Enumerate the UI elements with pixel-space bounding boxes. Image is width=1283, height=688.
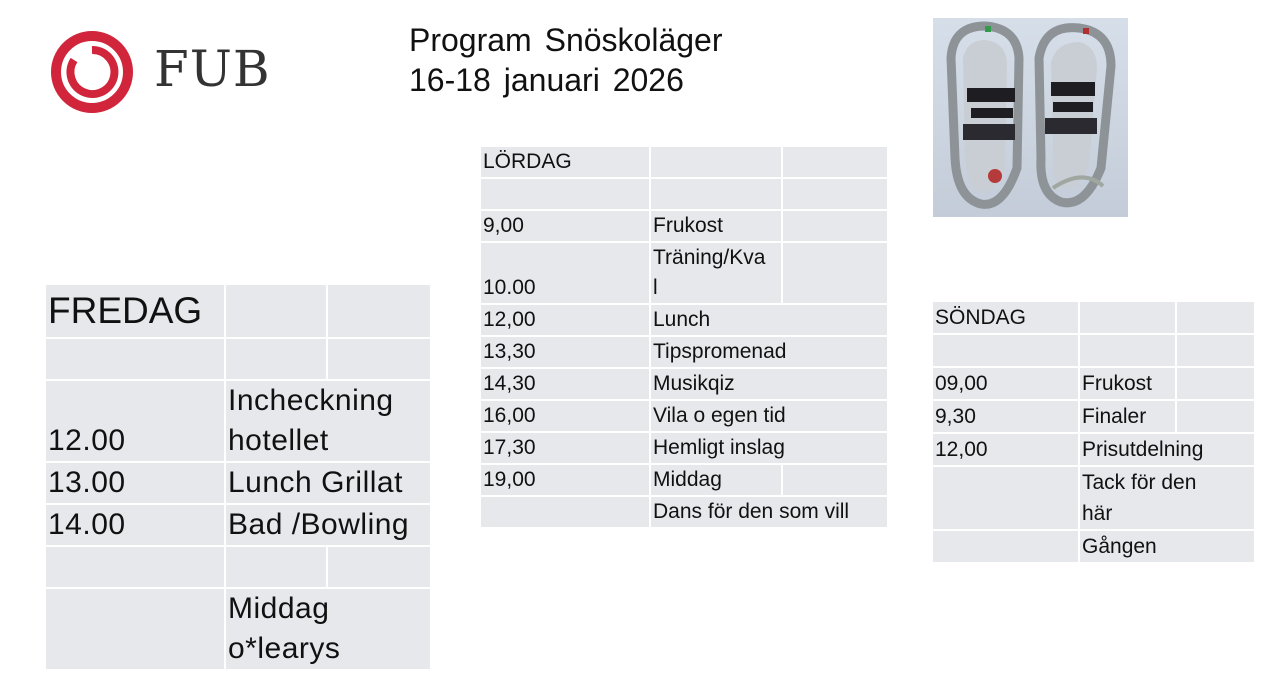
- activity-cell: Hemligt inslag: [651, 433, 887, 465]
- activity-cell: Gången: [1080, 531, 1254, 564]
- time-cell: 13.00: [46, 463, 226, 505]
- time-cell: [481, 497, 651, 529]
- activity-cell: Tipspromenad: [651, 337, 887, 369]
- page-title: [409, 20, 722, 100]
- table-row: [481, 243, 887, 305]
- time-cell: 16,00: [481, 401, 651, 433]
- time-cell: 12,00: [481, 305, 651, 337]
- table-row: [481, 211, 887, 243]
- time-cell: 12.00: [46, 381, 226, 463]
- table-row: [933, 368, 1254, 401]
- activity-cell: Incheckning hotellet: [226, 381, 430, 463]
- table-row: [481, 147, 887, 179]
- activity-cell: Lunch Grillat: [226, 463, 430, 505]
- time-cell: 09,00: [933, 368, 1080, 401]
- activity-cell: Frukost: [651, 211, 783, 243]
- activity-cell: Vila o egen tid: [651, 401, 887, 433]
- table-row: [933, 401, 1254, 434]
- table-row: [46, 381, 430, 463]
- lordag-heading: LÖRDAG: [481, 147, 651, 179]
- snowshoes-photo: [933, 18, 1128, 217]
- table-row: [933, 467, 1254, 531]
- activity-cell: Dans för den som vill: [651, 497, 887, 529]
- activity-cell: Prisutdelning: [1080, 434, 1254, 467]
- title-line-2: 16-18 januari 2026: [409, 62, 684, 98]
- time-cell: [933, 467, 1080, 531]
- time-cell: [933, 531, 1080, 564]
- fub-ring-logo-icon: [50, 30, 134, 114]
- fredag-table: [46, 285, 430, 671]
- activity-cell: Musikqiz: [651, 369, 887, 401]
- time-cell: 9,00: [481, 211, 651, 243]
- activity-cell: Tack för den här: [1080, 467, 1254, 531]
- sondag-table: [933, 302, 1254, 564]
- activity-cell: Finaler: [1080, 401, 1177, 434]
- table-row: [481, 433, 887, 465]
- table-row: [481, 497, 887, 529]
- table-row: [46, 547, 430, 589]
- time-cell: 19,00: [481, 465, 651, 497]
- time-cell: 14.00: [46, 505, 226, 547]
- title-line-1: Program Snöskoläger: [409, 22, 723, 58]
- fub-logo: [50, 30, 270, 114]
- table-row: [481, 369, 887, 401]
- table-row: [481, 401, 887, 433]
- table-row: [46, 463, 430, 505]
- table-row: [46, 285, 430, 339]
- table-row: [46, 339, 430, 381]
- table-row: [933, 302, 1254, 335]
- activity-cell: Middag: [651, 465, 783, 497]
- table-row: [933, 335, 1254, 368]
- sondag-heading: SÖNDAG: [933, 302, 1080, 335]
- activity-cell: Träning/Kva l: [651, 243, 783, 305]
- table-row: [481, 465, 887, 497]
- activity-cell: Bad /Bowling: [226, 505, 430, 547]
- table-row: [481, 305, 887, 337]
- table-row: [933, 434, 1254, 467]
- activity-cell: Frukost: [1080, 368, 1177, 401]
- time-cell: 17,30: [481, 433, 651, 465]
- table-row: [46, 505, 430, 547]
- activity-cell: Middag o*learys: [226, 589, 430, 671]
- time-cell: [46, 589, 226, 671]
- table-row: [933, 531, 1254, 564]
- logo-text: FUB: [154, 40, 271, 98]
- time-cell: 12,00: [933, 434, 1080, 467]
- table-row: [481, 337, 887, 369]
- table-row: [46, 589, 430, 671]
- time-cell: 10.00: [481, 243, 651, 305]
- activity-cell: Lunch: [651, 305, 887, 337]
- fredag-heading: FREDAG: [46, 285, 226, 339]
- time-cell: 9,30: [933, 401, 1080, 434]
- lordag-table: [481, 147, 887, 529]
- time-cell: 13,30: [481, 337, 651, 369]
- table-row: [481, 179, 887, 211]
- time-cell: 14,30: [481, 369, 651, 401]
